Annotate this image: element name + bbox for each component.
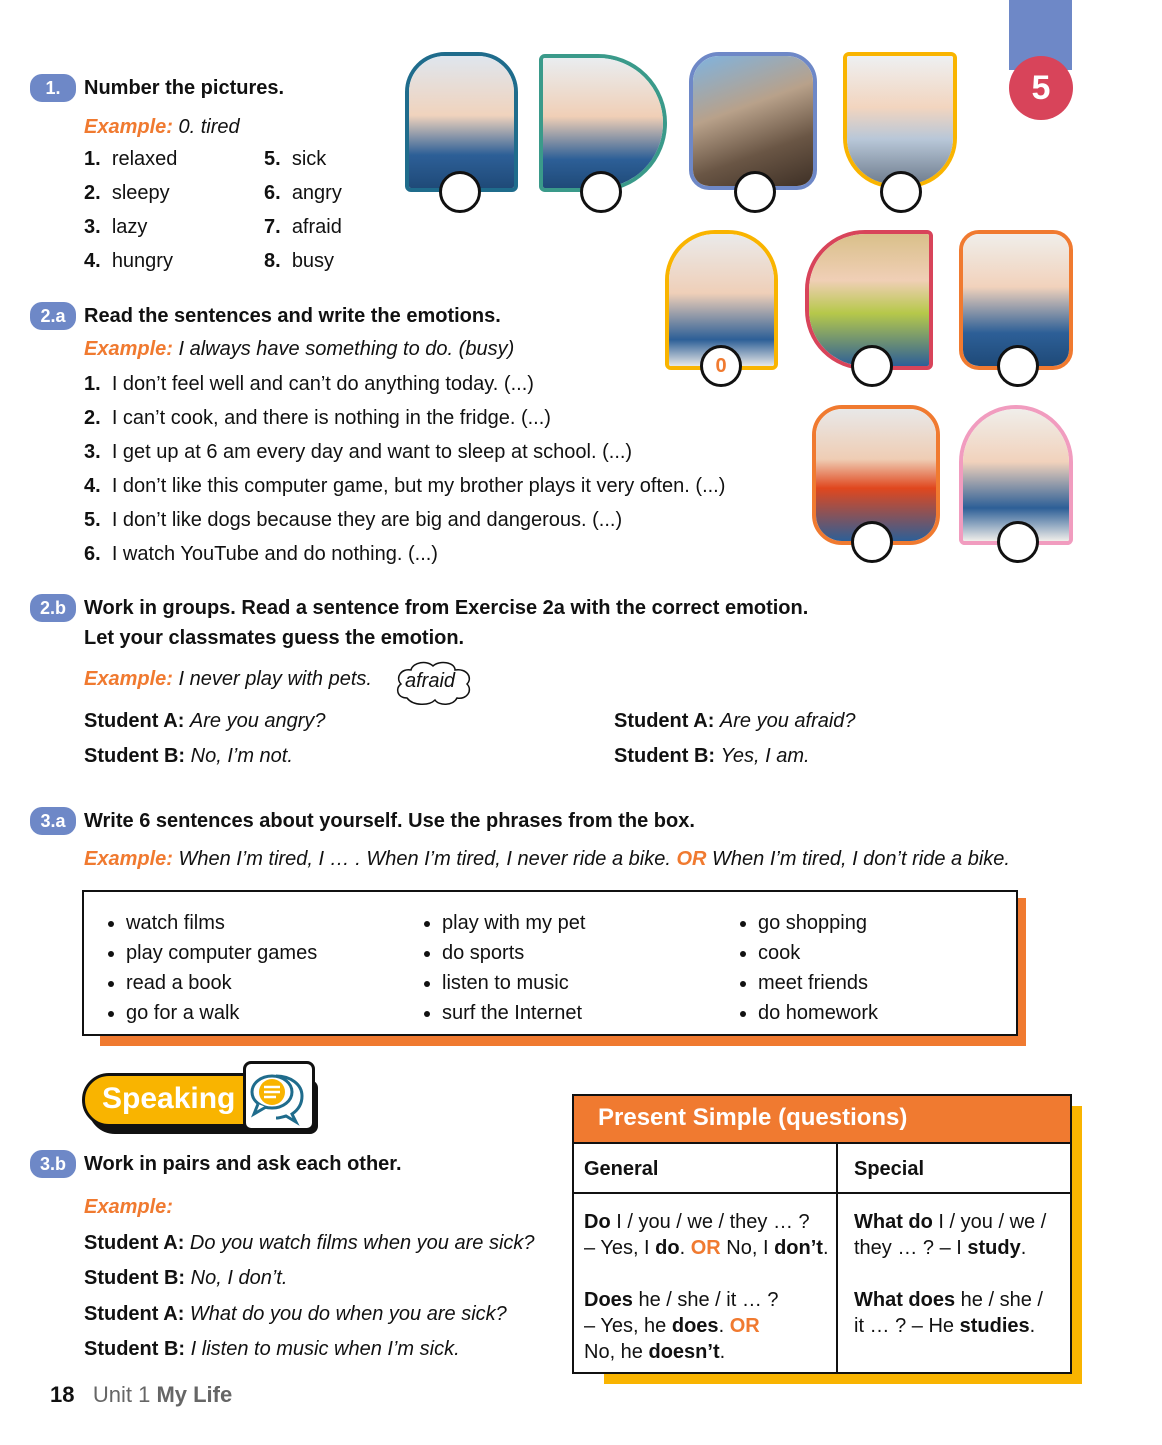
exercise-badge: 3.a — [30, 807, 76, 835]
answer-circle[interactable] — [734, 171, 776, 213]
dialog-line: Student A: Are you afraid? — [614, 710, 856, 732]
phrase-item: • do homework — [758, 998, 878, 1028]
cloud-word: afraid — [405, 670, 456, 692]
dialog-line: Student A: Are you angry? — [84, 710, 326, 732]
photo-sloth — [689, 52, 817, 190]
phrase-item: • cook — [758, 938, 878, 968]
page-footer — [50, 1382, 232, 1408]
row-divider — [574, 1192, 1070, 1194]
dialog-line: Student B: No, I don’t. — [84, 1267, 288, 1289]
grammar-title: Present Simple (questions) — [574, 1096, 1070, 1144]
word-item: 7. afraid — [264, 216, 342, 238]
word-item: 1. relaxed — [84, 148, 178, 170]
unit-label: Unit 1 — [92, 1382, 151, 1407]
exercise-title: Write 6 sentences about yourself. Use the phrases from the box. — [84, 810, 695, 832]
phrase-item: • go shopping — [758, 908, 878, 938]
unit-title: My Life — [156, 1382, 233, 1407]
sentence-item: 4. I don’t like this computer game, but my brother plays it very often. (...) — [84, 475, 726, 497]
word-item: 8. busy — [264, 250, 335, 272]
word-item: 4. hungry — [84, 250, 173, 272]
exercise-title: Work in groups. Read a sentence from Exercise 2a with the correct emotion. — [84, 597, 809, 619]
exercise-badge: 3.b — [30, 1150, 76, 1178]
phrase-column — [716, 908, 878, 1028]
dialog-line: Student B: No, I’m not. — [84, 745, 293, 767]
phrase-item: • play with my pet — [442, 908, 585, 938]
word-item: 2. sleepy — [84, 182, 170, 204]
example-label: Example: — [84, 668, 173, 690]
sentence-item: 5. I don’t like dogs because they are big and dangerous. (...) — [84, 509, 623, 531]
example-text: I always have something to do. (busy) — [178, 338, 515, 360]
answer-circle[interactable] — [851, 345, 893, 387]
column-header-special: Special — [854, 1158, 925, 1180]
phrase-column — [84, 908, 317, 1028]
speech-bubbles-icon — [243, 1061, 315, 1131]
phrase-item: • listen to music — [442, 968, 585, 998]
phrase-item: • surf the Internet — [442, 998, 585, 1028]
answer-circle[interactable] — [880, 171, 922, 213]
page-number: 18 — [50, 1382, 75, 1407]
example-line — [84, 668, 372, 691]
example-text: I never play with pets. — [178, 668, 372, 690]
phrase-item: • read a book — [126, 968, 317, 998]
word-item: 5. sick — [264, 148, 327, 170]
exercise-badge: 1. — [30, 74, 76, 102]
exercise-title-line2: Let your classmates guess the emotion. — [84, 627, 465, 649]
exercise-badge: 2.b — [30, 594, 76, 622]
special-rule-what-do: What do I / you / we / they … ? – I study. — [854, 1211, 1047, 1259]
sentence-item: 1. I don’t feel well and can’t do anything today. (...) — [84, 373, 534, 395]
grammar-box — [572, 1094, 1072, 1374]
phrase-box — [82, 890, 1018, 1036]
phrase-item: • meet friends — [758, 968, 878, 998]
sentence-item: 2. I can’t cook, and there is nothing in the fridge. (...) — [84, 407, 551, 429]
example-text: 0. tired — [178, 116, 240, 138]
phrase-item: • do sports — [442, 938, 585, 968]
word-item: 6. angry — [264, 182, 342, 204]
example-label: Example: — [84, 116, 173, 138]
dialog-line: Student A: What do you do when you are sick? — [84, 1303, 507, 1325]
general-rule-does: Does he / she / it … ? – Yes, he does. OR No, he doesn’t. — [584, 1289, 779, 1363]
sentence-item: 3. I get up at 6 am every day and want to sleep at school. (...) — [84, 441, 633, 463]
example-label: Example: — [84, 1196, 173, 1218]
exercise-title: Read the sentences and write the emotions. — [84, 305, 501, 327]
answer-circle[interactable] — [439, 171, 481, 213]
answer-circle[interactable] — [580, 171, 622, 213]
column-header-general: General — [584, 1158, 659, 1180]
speaking-label-text: Speaking — [102, 1082, 236, 1115]
example-label: Example: — [84, 338, 173, 360]
phrase-item: • watch films — [126, 908, 317, 938]
column-divider — [836, 1144, 838, 1374]
exercise-title: Work in pairs and ask each other. — [84, 1153, 402, 1175]
phrase-item: • go for a walk — [126, 998, 317, 1028]
answer-circle-zero: 0 — [700, 345, 742, 387]
sentence-item: 6. I watch YouTube and do nothing. (...) — [84, 543, 438, 565]
example-line — [84, 116, 240, 139]
dialog-line: Student B: I listen to music when I’m sick. — [84, 1338, 460, 1360]
exercise-title: Number the pictures. — [84, 77, 285, 99]
general-rule-do: Do I / you / we / they … ? – Yes, I do. OR No, I don’t. — [584, 1211, 829, 1259]
exercise-badge: 2.a — [30, 302, 76, 330]
answer-circle[interactable] — [997, 521, 1039, 563]
photo-girl-laptop — [843, 52, 957, 188]
page-tab-number: 5 — [1009, 56, 1073, 120]
special-rule-what-does: What does he / she / it … ? – He studies. — [854, 1289, 1043, 1337]
dialog-line: Student A: Do you watch films when you are sick? — [84, 1232, 535, 1254]
example-label: Example: — [84, 848, 173, 870]
phrase-item: • play computer games — [126, 938, 317, 968]
dialog-line: Student B: Yes, I am. — [614, 745, 810, 767]
phrase-column — [400, 908, 585, 1028]
example-line — [84, 338, 514, 361]
answer-circle[interactable] — [997, 345, 1039, 387]
answer-circle[interactable] — [851, 521, 893, 563]
example-line: Example: When I’m tired, I … . When I’m tired, I never ride a bike. OR When I’m tired, I don’t ride a bike. — [84, 848, 1010, 870]
word-item: 3. lazy — [84, 216, 148, 238]
